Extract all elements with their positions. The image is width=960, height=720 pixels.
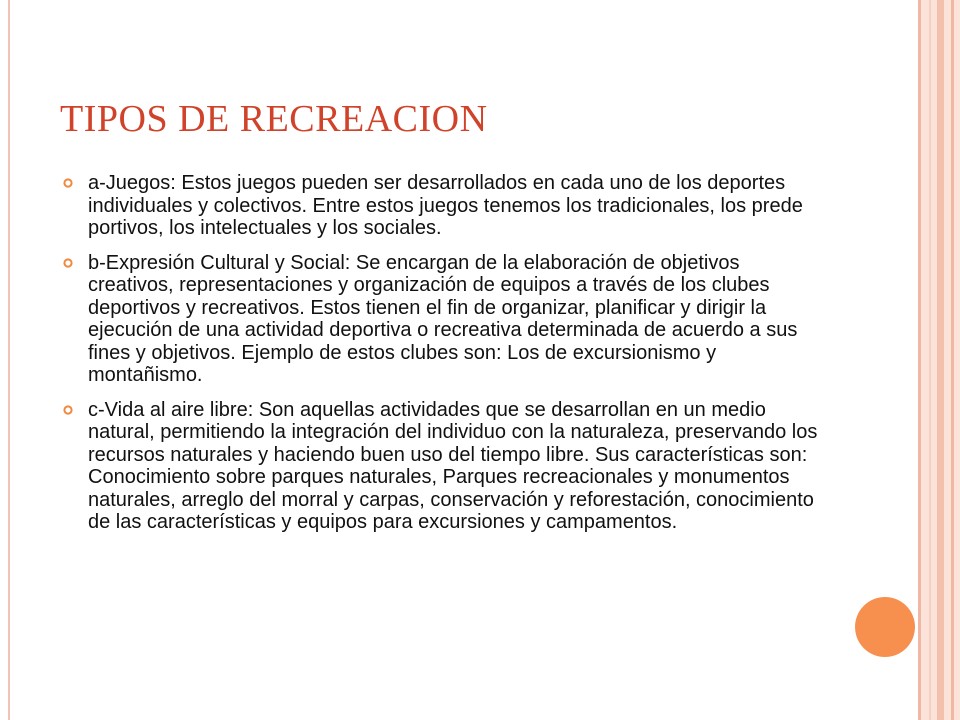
left-border-line — [8, 0, 10, 720]
right-stripe — [918, 0, 921, 720]
bullet-item — [60, 399, 830, 534]
bullet-item — [60, 252, 830, 387]
bullet-text: a-Juegos: Estos juegos pueden ser desarrollados en cada uno de los deportes individuales y colectivos. Entre estos juegos tenemos los tradicionales, los prede portivos, los intelectuales y los sociales. — [88, 172, 803, 239]
bullet-list — [60, 172, 830, 546]
right-stripe — [937, 0, 944, 720]
ring-bullet-icon — [63, 178, 73, 188]
bullet-item — [60, 172, 830, 240]
ring-bullet-icon — [63, 258, 73, 268]
decorative-circle — [855, 597, 915, 657]
right-stripe — [929, 0, 931, 720]
right-stripe — [951, 0, 954, 720]
slide-title: TIPOS DE RECREACION — [60, 98, 488, 140]
bullet-text: c-Vida al aire libre: Son aquellas actividades que se desarrollan en un medio natural, permitiendo la integración del individuo con la naturaleza, preservando los recursos naturales y haciendo buen uso del tiempo libre. Sus características son: Conocimiento sobre parques naturales, Parques recreacionales y monumentos naturales, arreglo del morral y carpas, conservación y reforestación, conocimiento de las características y equipos para excursiones y campamentos. — [88, 398, 818, 533]
bullet-text: b-Expresión Cultural y Social: Se encargan de la elaboración de objetivos creativos, representaciones y organización de equipos a través de los clubes deportivos y recreativos. Estos tienen el fin de organizar, planificar y dirigir la ejecución de una actividad deportiva o recreativa determinada de acuerdo a sus fines y objetivos. Ejemplo de estos clubes son: Los de excursionismo y montañismo. — [88, 251, 798, 386]
ring-bullet-icon — [63, 405, 73, 415]
